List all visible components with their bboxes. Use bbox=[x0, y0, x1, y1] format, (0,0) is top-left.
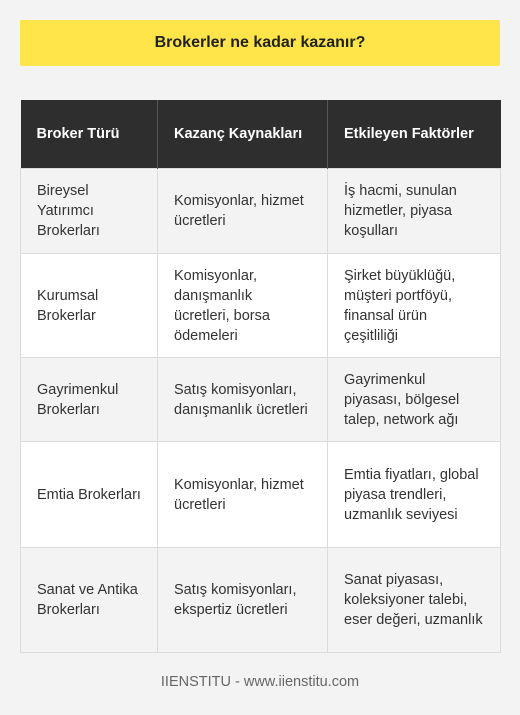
table-cell-factors: İş hacmi, sunulan hizmetler, piyasa koşulları bbox=[328, 169, 501, 254]
table-row bbox=[21, 169, 501, 254]
broker-table-container bbox=[20, 100, 500, 653]
table-body bbox=[21, 169, 501, 653]
table-cell-broker-type: Emtia Brokerları bbox=[21, 442, 158, 548]
table-cell-income-sources: Komisyonlar, hizmet ücretleri bbox=[158, 169, 328, 254]
table-cell-income-sources: Komisyonlar, hizmet ücretleri bbox=[158, 442, 328, 548]
page-title: Brokerler ne kadar kazanır? bbox=[154, 34, 366, 51]
footer-credit: IIENSTITU - www.iienstitu.com bbox=[160, 674, 360, 690]
table-cell-broker-type: Kurumsal Brokerlar bbox=[21, 254, 158, 358]
table-cell-income-sources: Komisyonlar, danışmanlık ücretleri, borsa ödemeleri bbox=[158, 254, 328, 358]
table-header-row bbox=[21, 100, 501, 169]
table-cell-broker-type: Bireysel Yatırımcı Brokerları bbox=[21, 169, 158, 254]
table-cell-income-sources: Satış komisyonları, ekspertiz ücretleri bbox=[158, 548, 328, 653]
table-row bbox=[21, 548, 501, 653]
column-header-broker-type: Broker Türü bbox=[21, 100, 158, 169]
table-cell-broker-type: Sanat ve Antika Brokerları bbox=[21, 548, 158, 653]
title-banner bbox=[20, 20, 500, 66]
column-header-factors: Etkileyen Faktörler bbox=[328, 100, 501, 169]
column-header-income-sources: Kazanç Kaynakları bbox=[158, 100, 328, 169]
table-row bbox=[21, 254, 501, 358]
table-cell-factors: Şirket büyüklüğü, müşteri portföyü, finansal ürün çeşitliliği bbox=[328, 254, 501, 358]
table-row bbox=[21, 442, 501, 548]
table-header bbox=[21, 100, 501, 169]
broker-earnings-table bbox=[20, 100, 501, 653]
table-cell-income-sources: Satış komisyonları, danışmanlık ücretleri bbox=[158, 358, 328, 442]
table-cell-factors: Emtia fiyatları, global piyasa trendleri, uzmanlık seviyesi bbox=[328, 442, 501, 548]
table-cell-broker-type: Gayrimenkul Brokerları bbox=[21, 358, 158, 442]
table-row bbox=[21, 358, 501, 442]
table-cell-factors: Sanat piyasası, koleksiyoner talebi, eser değeri, uzmanlık bbox=[328, 548, 501, 653]
table-cell-factors: Gayrimenkul piyasası, bölgesel talep, network ağı bbox=[328, 358, 501, 442]
